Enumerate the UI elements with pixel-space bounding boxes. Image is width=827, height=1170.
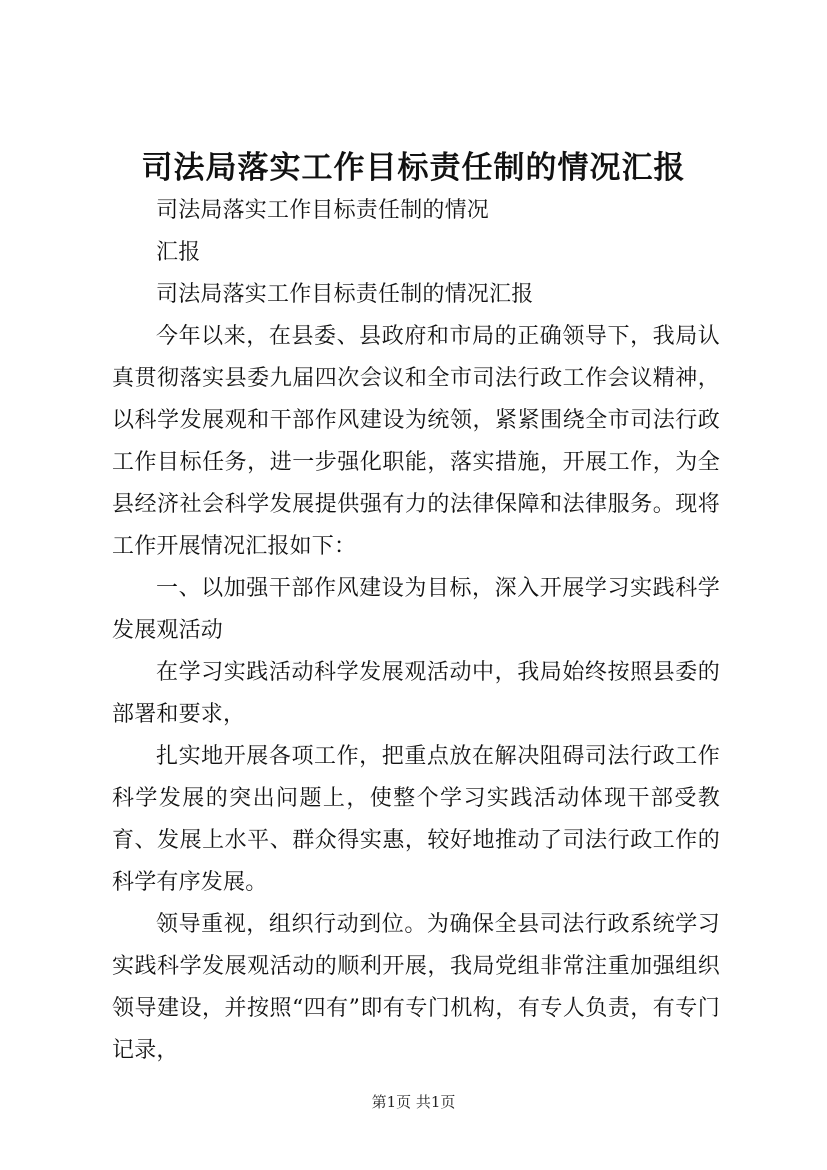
paragraph-subtitle-line-2: 汇报 <box>156 240 201 265</box>
paragraph-body: 扎实地开展各项工作，把重点放在解决阻碍司法行政工作科学发展的突出问题上，使整个学习实践活动体现干部受教育、发展上水平、群众得实惠，较好地推动了司法行政工作的科学有序发展。 <box>112 744 720 895</box>
paragraph-heading-repeat: 司法局落实工作目标责任制的情况汇报 <box>156 282 534 307</box>
page-footer: 第1页 共1页 <box>371 1093 456 1111</box>
paragraph-intro: 今年以来，在县委、县政府和市局的正确领导下，我局认真贯彻落实县委九届四次会议和全市司法行政工作会议精神，以科学发展观和干部作风建设为统领，紧紧围绕全市司法行政工作目标任务，进一步强化职能，落实措施，开展工作，为全县经济社会科学发展提供强有力的法律保障和法律服务。现将工作开展情况汇报如下： <box>112 324 720 559</box>
document-title: 司法局落实工作目标责任制的情况汇报 <box>141 150 686 186</box>
paragraph-body: 领导重视，组织行动到位。为确保全县司法行政系统学习实践科学发展观活动的顺利开展，我局党组非常注重加强组织领导建设，并按照“四有”即有专门机构，有专人负责，有专门记录， <box>112 912 720 1063</box>
document-body <box>112 190 720 1072</box>
paragraph-section-heading: 一、以加强干部作风建设为目标，深入开展学习实践科学发展观活动 <box>112 576 720 643</box>
paragraph-body: 在学习实践活动科学发展观活动中，我局始终按照县委的部署和要求， <box>112 660 720 727</box>
paragraph-subtitle-line-1: 司法局落实工作目标责任制的情况 <box>156 198 490 223</box>
